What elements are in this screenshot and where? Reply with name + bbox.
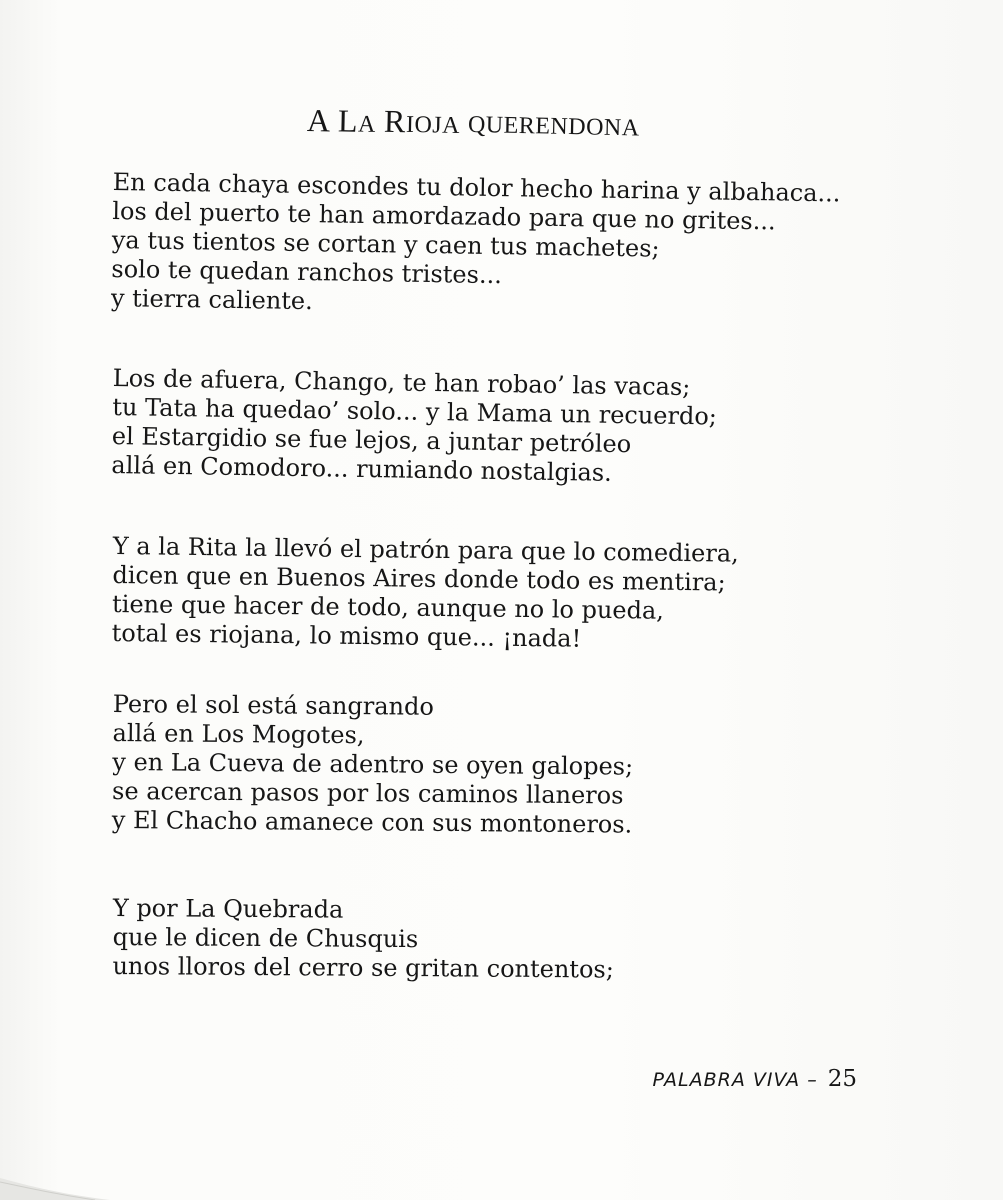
poem-line: Pero el sol está sangrando	[112, 690, 434, 721]
title-la-rest: A	[358, 111, 377, 138]
poem-line: dicen que en Buenos Aires donde todo es mentira;	[112, 560, 726, 597]
page-footer	[653, 1066, 858, 1092]
title-word-a: A	[307, 101, 332, 139]
poem-line: tiene que hacer de todo, aunque no lo pueda,	[111, 589, 665, 625]
poem-title	[0, 101, 1003, 142]
poem-line: los del puerto te han amordazado para que no grites...	[112, 196, 776, 236]
poem-line: ya tus tientos se cortan y caen tus machetes;	[111, 225, 660, 263]
stanza-1	[111, 168, 841, 324]
poem-line: y El Chacho amanece con sus montoneros.	[111, 805, 633, 839]
title-rioja-initial: R	[384, 102, 407, 140]
page-curl-shadow	[0, 1160, 110, 1200]
poem-line: unos lloros del cerro se gritan contentos;	[112, 951, 614, 984]
poem-line: total es riojana, lo mismo que... ¡nada!	[111, 618, 582, 653]
stanza-2	[111, 364, 717, 489]
stanza-3	[112, 532, 739, 656]
poem-line: Los de afuera, Chango, te han robao’ las vacas;	[112, 364, 691, 402]
poem-line: allá en Los Mogotes,	[112, 718, 365, 750]
poem-line: Y por La Quebrada	[112, 894, 344, 924]
title-rioja-rest: IOJA	[405, 111, 461, 139]
stanza-4	[112, 690, 634, 840]
poem-line: tu Tata ha quedao’ solo... y la Mama un recuerdo;	[112, 392, 718, 431]
page-number: 25	[827, 1066, 857, 1092]
poem-line: que le dicen de Chusquis	[112, 922, 419, 954]
poem-line: solo te quedan ranchos tristes...	[111, 254, 503, 290]
poem-line: se acercan pasos por los caminos llaneros	[111, 776, 624, 810]
title-querendona: QUERENDONA	[467, 111, 640, 142]
poem-line: el Estargidio se fue lejos, a juntar petróleo	[111, 421, 632, 459]
poem-line: y en La Cueva de adentro se oyen galopes;	[112, 747, 634, 781]
stanza-5	[112, 894, 614, 984]
poem-line: allá en Comodoro... rumiando nostalgias.	[111, 450, 613, 487]
poem-line: Y a la Rita la llevó el patrón para que lo comediera,	[112, 532, 739, 568]
poem-line: En cada chaya escondes tu dolor hecho harina y albahaca...	[112, 168, 841, 208]
title-la-initial: L	[338, 102, 360, 139]
book-label: PALABRA VIVA –	[652, 1069, 818, 1091]
poem-line: y tierra caliente.	[110, 283, 313, 316]
